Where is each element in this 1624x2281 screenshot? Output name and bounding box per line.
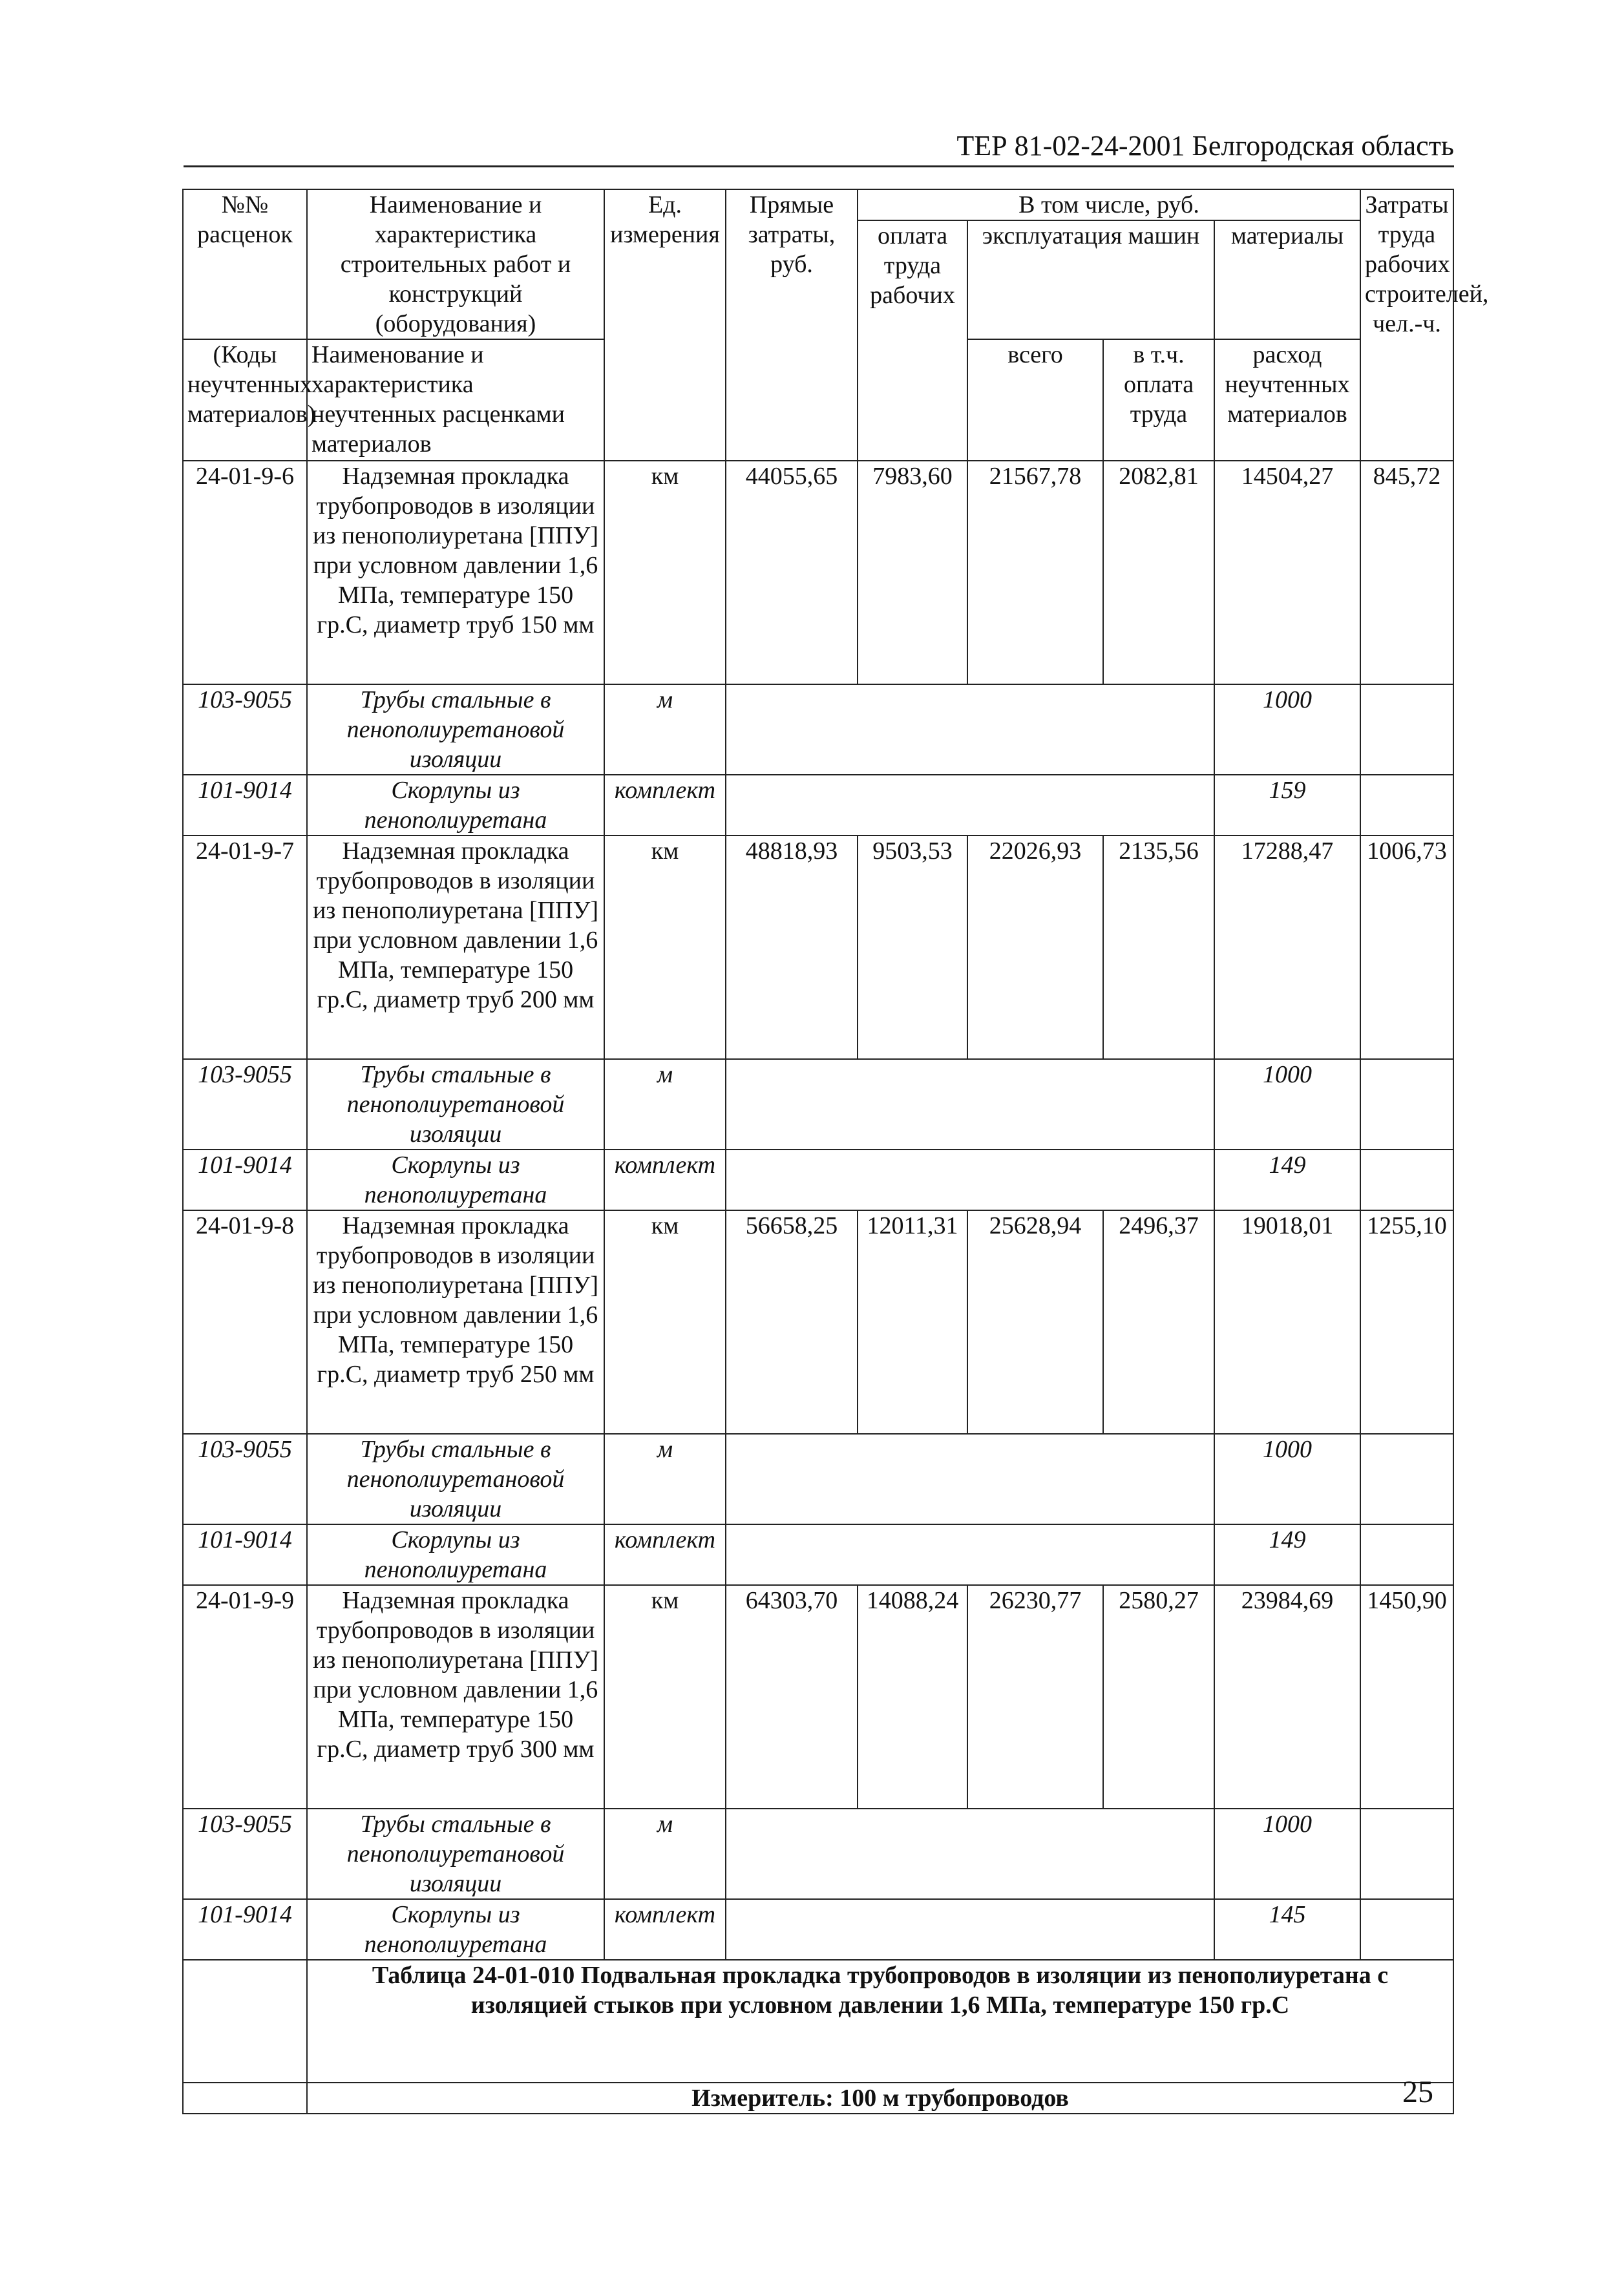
- header-machine-wage: в т.ч. оплата труда: [1103, 339, 1214, 461]
- rates-table: [182, 189, 1489, 2114]
- material-labor-empty: [1360, 1150, 1453, 1210]
- material-row: [183, 775, 1453, 836]
- header-mat-name: Наименование и характеристика неучтенных расценками материалов: [307, 339, 604, 461]
- material-consumption: 159: [1214, 775, 1360, 836]
- material-code: 103-9055: [183, 1059, 307, 1150]
- direct-cost: 64303,70: [726, 1585, 858, 1809]
- material-name: Скорлупы из пенополиуретана: [307, 1524, 604, 1585]
- material-row: [183, 1059, 1453, 1150]
- material-empty: [726, 1809, 1214, 1899]
- material-empty: [726, 1059, 1214, 1150]
- rate-code: 24-01-9-6: [183, 461, 307, 684]
- material-unit: комплект: [604, 1150, 726, 1210]
- rate-code: 24-01-9-9: [183, 1585, 307, 1809]
- material-code: 101-9014: [183, 775, 307, 836]
- header-unit: Ед. измерения: [604, 189, 726, 461]
- measure-unit: Измеритель: 100 м трубопроводов: [307, 2083, 1453, 2114]
- measure-left-empty: [183, 2083, 307, 2114]
- material-empty: [726, 1434, 1214, 1524]
- wage-cost: 9503,53: [858, 836, 967, 1059]
- material-unit: комплект: [604, 1524, 726, 1585]
- page-header: [184, 129, 1454, 167]
- materials-cost: 19018,01: [1214, 1210, 1360, 1434]
- rate-code: 24-01-9-7: [183, 836, 307, 1059]
- material-name: Трубы стальные в пенополиуретановой изоляции: [307, 1809, 604, 1899]
- material-labor-empty: [1360, 1899, 1453, 1960]
- wage-cost: 14088,24: [858, 1585, 967, 1809]
- rate-unit: км: [604, 1210, 726, 1434]
- machine-total: 22026,93: [967, 836, 1103, 1059]
- direct-cost: 48818,93: [726, 836, 858, 1059]
- material-labor-empty: [1360, 684, 1453, 775]
- material-unit: комплект: [604, 1899, 726, 1960]
- material-consumption: 149: [1214, 1150, 1360, 1210]
- material-empty: [726, 1150, 1214, 1210]
- header-materials: материалы: [1214, 220, 1360, 339]
- work-name: Надземная прокладка трубопроводов в изоляции из пенополиуретана [ППУ] при условном давлении 1,6 МПа, температуре 150 гр.С, диаметр труб 300 мм: [307, 1585, 604, 1809]
- material-code: 101-9014: [183, 1524, 307, 1585]
- header-labor: Затраты труда рабочих строителей, чел.-ч.: [1360, 189, 1453, 461]
- materials-cost: 23984,69: [1214, 1585, 1360, 1809]
- header-name: Наименование и характеристика строительных работ и конструкций (оборудования): [307, 189, 604, 339]
- work-name: Надземная прокладка трубопроводов в изоляции из пенополиуретана [ППУ] при условном давлении 1,6 МПа, температуре 150 гр.С, диаметр труб 150 мм: [307, 461, 604, 684]
- material-consumption: 1000: [1214, 1434, 1360, 1524]
- work-name: Надземная прокладка трубопроводов в изоляции из пенополиуретана [ППУ] при условном давлении 1,6 МПа, температуре 150 гр.С, диаметр труб 200 мм: [307, 836, 604, 1059]
- caption-left-empty: [183, 1960, 307, 2083]
- material-code: 101-9014: [183, 1150, 307, 1210]
- wage-cost: 12011,31: [858, 1210, 967, 1434]
- material-name: Трубы стальные в пенополиуретановой изоляции: [307, 684, 604, 775]
- material-name: Скорлупы из пенополиуретана: [307, 1899, 604, 1960]
- header-direct: Прямые затраты, руб.: [726, 189, 858, 461]
- labor-cost: 1255,10: [1360, 1210, 1453, 1434]
- materials-cost: 17288,47: [1214, 836, 1360, 1059]
- labor-cost: 1450,90: [1360, 1585, 1453, 1809]
- material-unit: м: [604, 1809, 726, 1899]
- material-consumption: 149: [1214, 1524, 1360, 1585]
- document-title: ТЕР 81-02-24-2001 Белгородская область: [956, 130, 1454, 162]
- rate-unit: км: [604, 1585, 726, 1809]
- material-labor-empty: [1360, 775, 1453, 836]
- material-name: Трубы стальные в пенополиуретановой изоляции: [307, 1059, 604, 1150]
- header-wage: оплата труда рабочих: [858, 220, 967, 461]
- rate-unit: км: [604, 836, 726, 1059]
- material-code: 101-9014: [183, 1899, 307, 1960]
- machine-total: 26230,77: [967, 1585, 1103, 1809]
- direct-cost: 56658,25: [726, 1210, 858, 1434]
- material-unit: комплект: [604, 775, 726, 836]
- rate-row: [183, 836, 1453, 1059]
- material-row: [183, 1150, 1453, 1210]
- material-name: Скорлупы из пенополиуретана: [307, 1150, 604, 1210]
- material-name: Скорлупы из пенополиуретана: [307, 775, 604, 836]
- rate-code: 24-01-9-8: [183, 1210, 307, 1434]
- material-empty: [726, 775, 1214, 836]
- material-row: [183, 1809, 1453, 1899]
- rate-unit: км: [604, 461, 726, 684]
- material-empty: [726, 684, 1214, 775]
- material-unit: м: [604, 1434, 726, 1524]
- direct-cost: 44055,65: [726, 461, 858, 684]
- machine-wage: 2082,81: [1103, 461, 1214, 684]
- material-labor-empty: [1360, 1059, 1453, 1150]
- machine-wage: 2135,56: [1103, 836, 1214, 1059]
- work-name: Надземная прокладка трубопроводов в изоляции из пенополиуретана [ППУ] при условном давлении 1,6 МПа, температуре 150 гр.С, диаметр труб 250 мм: [307, 1210, 604, 1434]
- material-row: [183, 1434, 1453, 1524]
- material-labor-empty: [1360, 1809, 1453, 1899]
- materials-cost: 14504,27: [1214, 461, 1360, 684]
- wage-cost: 7983,60: [858, 461, 967, 684]
- material-empty: [726, 1899, 1214, 1960]
- material-consumption: 1000: [1214, 1809, 1360, 1899]
- material-code: 103-9055: [183, 1434, 307, 1524]
- page-number: 25: [1402, 2075, 1433, 2109]
- material-unit: м: [604, 684, 726, 775]
- material-name: Трубы стальные в пенополиуретановой изоляции: [307, 1434, 604, 1524]
- header-num: №№ расценок: [183, 189, 307, 339]
- rate-row: [183, 1585, 1453, 1809]
- material-consumption: 1000: [1214, 1059, 1360, 1150]
- material-unit: м: [604, 1059, 726, 1150]
- material-code: 103-9055: [183, 1809, 307, 1899]
- labor-cost: 1006,73: [1360, 836, 1453, 1059]
- material-labor-empty: [1360, 1524, 1453, 1585]
- header-mat-consumption: расход неучтенных материалов: [1214, 339, 1360, 461]
- header-machine: эксплуатация машин: [967, 220, 1214, 339]
- header-including: В том числе, руб.: [858, 189, 1360, 220]
- labor-cost: 845,72: [1360, 461, 1453, 684]
- machine-wage: 2580,27: [1103, 1585, 1214, 1809]
- header-codes: (Коды неучтенных материалов): [183, 339, 307, 461]
- machine-total: 21567,78: [967, 461, 1103, 684]
- material-row: [183, 1524, 1453, 1585]
- material-consumption: 145: [1214, 1899, 1360, 1960]
- material-labor-empty: [1360, 1434, 1453, 1524]
- rate-row: [183, 461, 1453, 684]
- material-row: [183, 684, 1453, 775]
- material-empty: [726, 1524, 1214, 1585]
- material-consumption: 1000: [1214, 684, 1360, 775]
- header-machine-total: всего: [967, 339, 1103, 461]
- machine-total: 25628,94: [967, 1210, 1103, 1434]
- machine-wage: 2496,37: [1103, 1210, 1214, 1434]
- table-caption: Таблица 24-01-010 Подвальная прокладка трубопроводов в изоляции из пенополиуретана с изоляцией стыков при условном давлении 1,6 МПа, температуре 150 гр.С: [307, 1960, 1453, 2083]
- material-row: [183, 1899, 1453, 1960]
- rate-row: [183, 1210, 1453, 1434]
- material-code: 103-9055: [183, 684, 307, 775]
